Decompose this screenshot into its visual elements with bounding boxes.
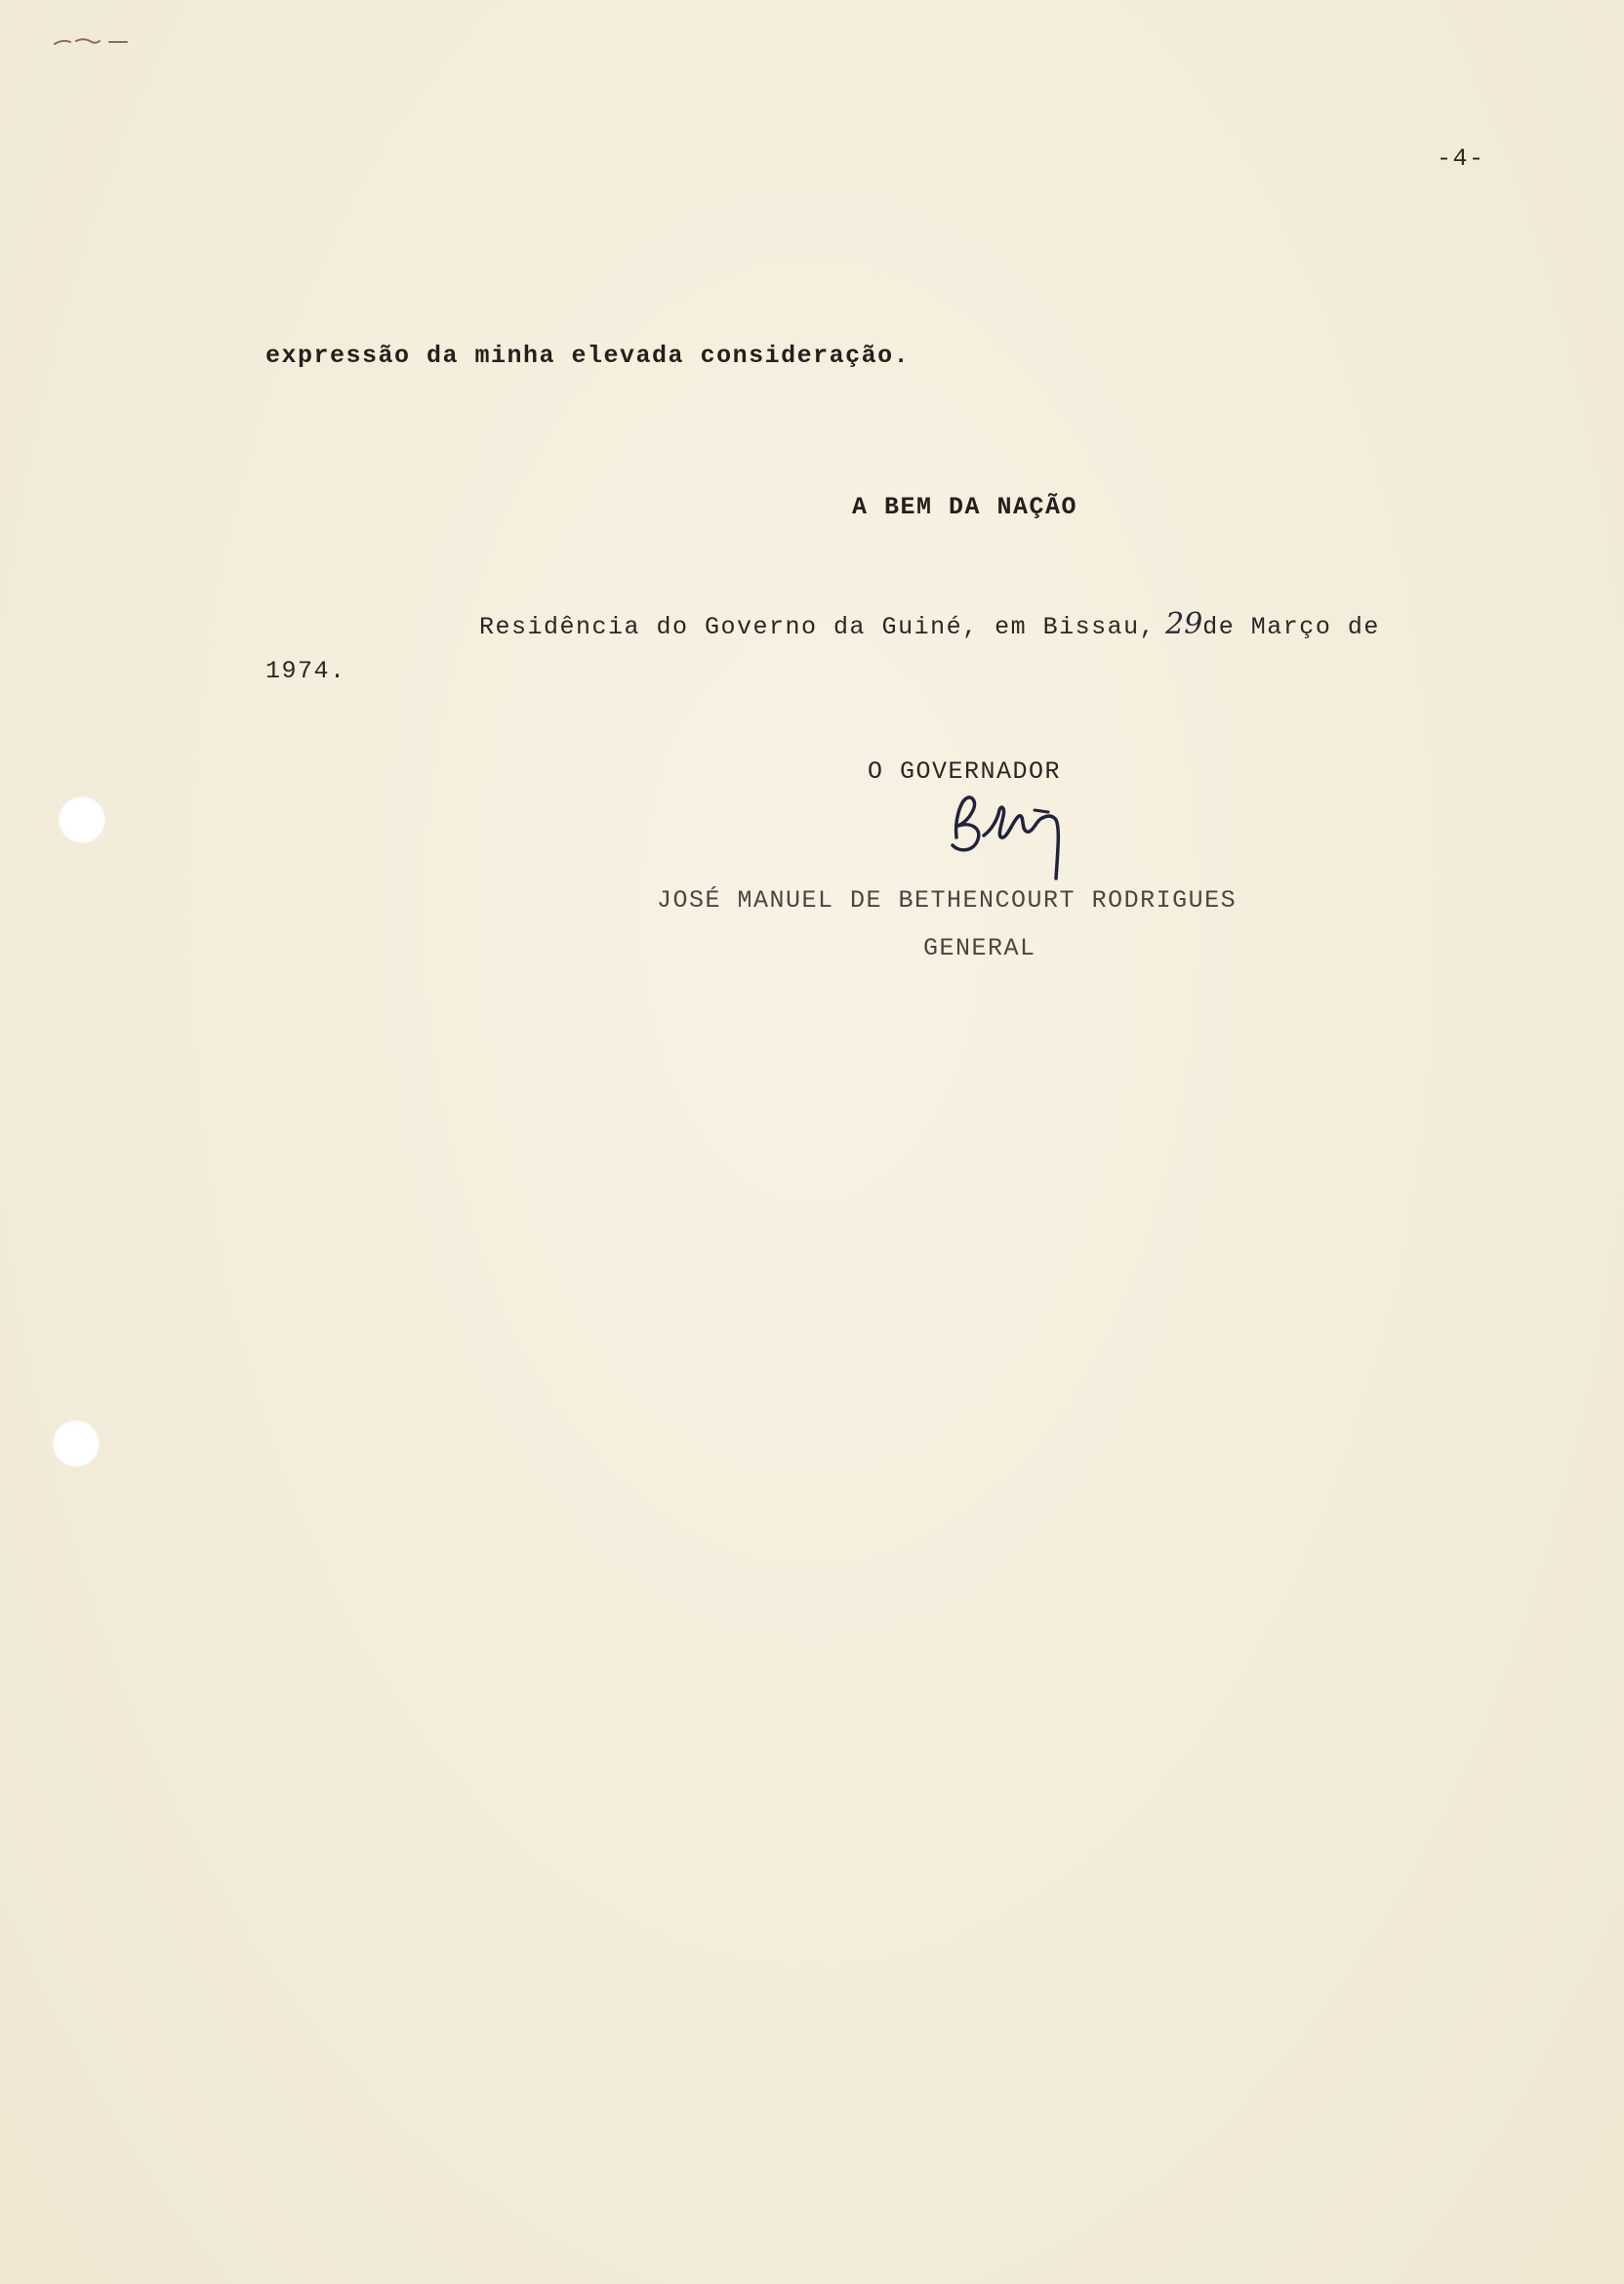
place-date-prefix: Residência do Governo da Guiné, em Bissau, [479,613,1157,641]
place-date-suffix: de Março de [1202,613,1380,641]
signature-title: O GOVERNADOR [868,757,1062,786]
signatory-rank: GENERAL [923,934,1036,962]
signatory-name: JOSÉ MANUEL DE BETHENCOURT RODRIGUES [657,886,1238,915]
place-date-line [479,607,1380,641]
punch-hole-bottom [53,1420,100,1467]
place-date-year: 1974. [265,657,346,685]
page-number: -4- [1437,144,1485,173]
punch-hole-top [59,796,105,843]
closing-line: expressão da minha elevada consideração. [265,342,911,370]
handwritten-signature [937,781,1113,898]
salutation: A BEM DA NAÇÃO [852,493,1078,521]
handwritten-day: 29 [1165,607,1203,641]
corner-pencil-mark [51,33,139,49]
